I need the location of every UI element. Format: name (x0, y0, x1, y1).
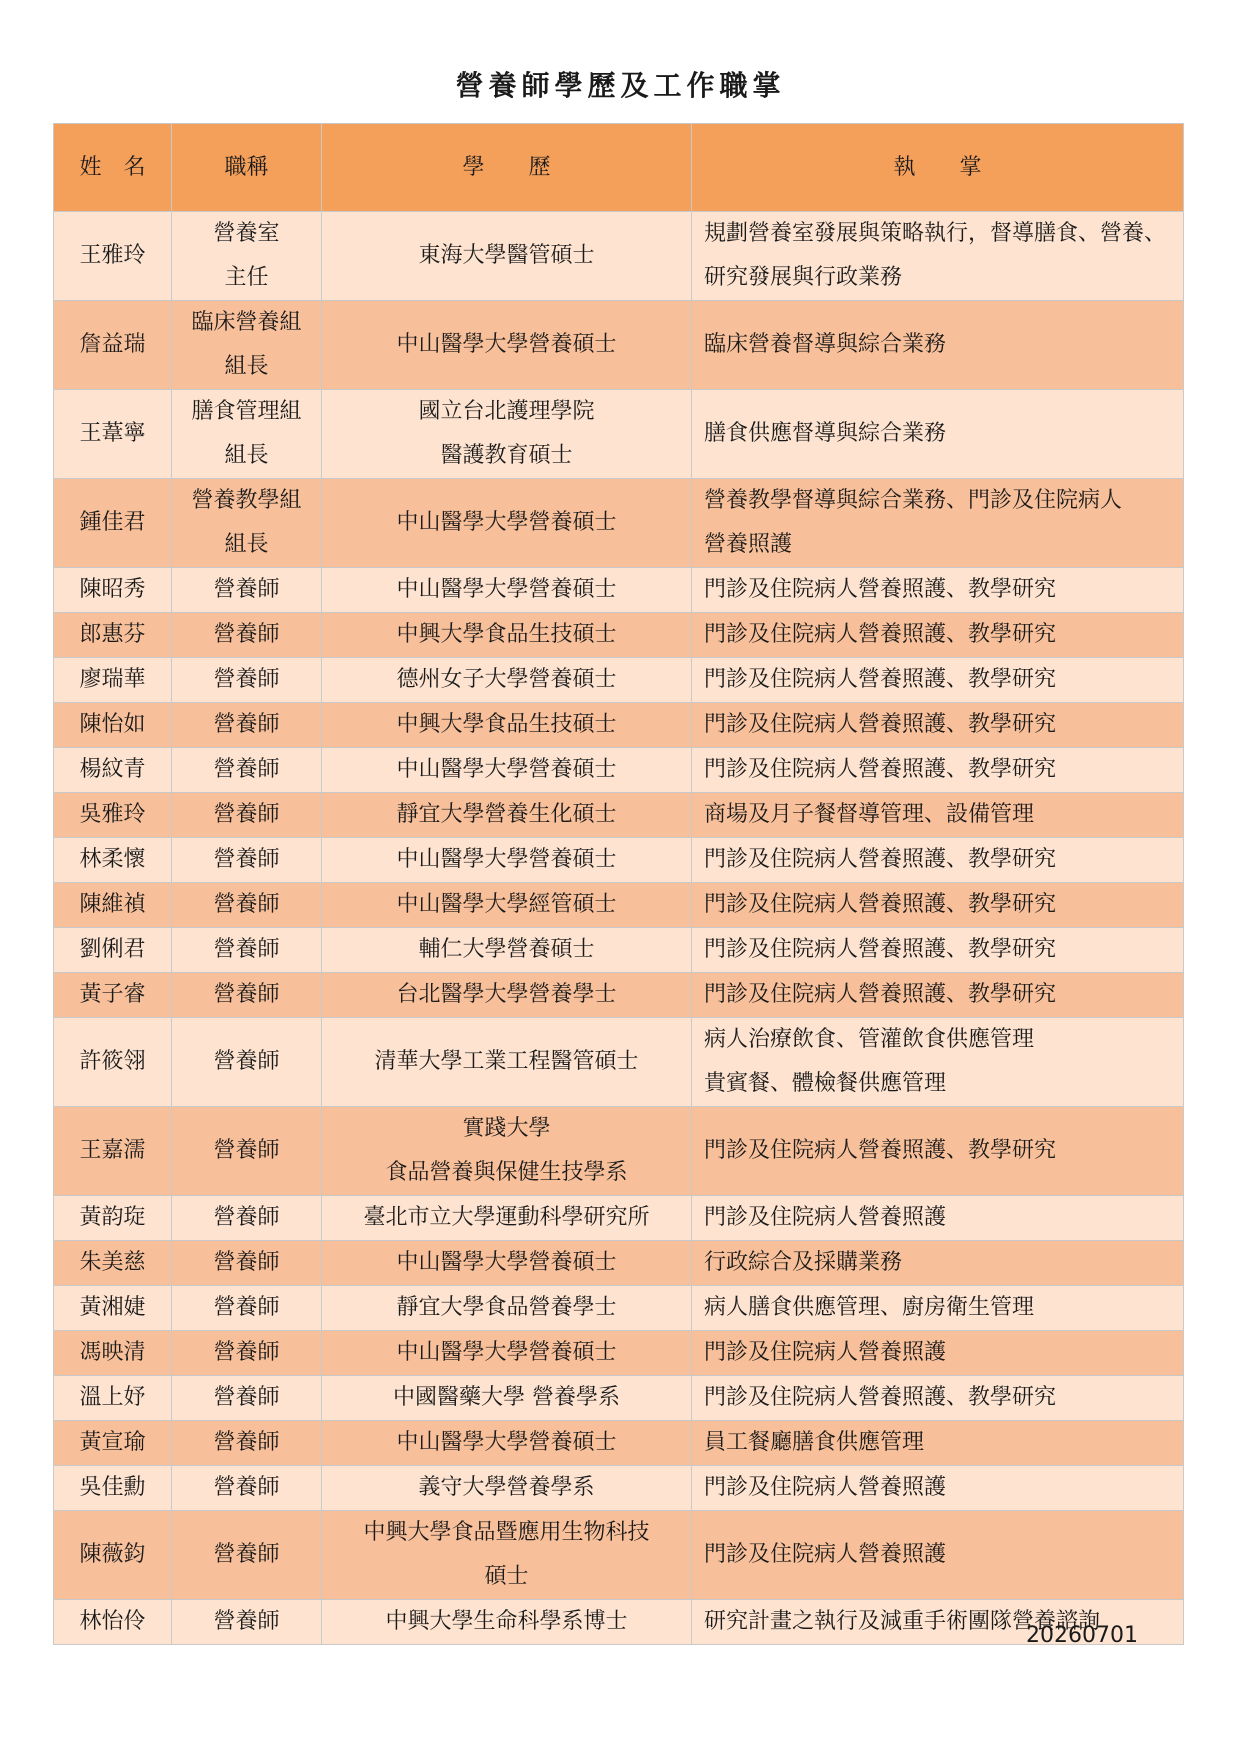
cell-education-line: 食品營養與保健生技學系 (385, 1160, 628, 1185)
cell-position-line: 營養師 (213, 847, 280, 872)
cell-position (172, 793, 322, 838)
cell-duties-line: 門診及住院病人營養照護、教學研究 (704, 892, 1057, 917)
cell-position-line: 營養師 (213, 1430, 280, 1455)
cell-education (322, 1286, 692, 1331)
cell-position (172, 838, 322, 883)
cell-education-line: 中山醫學大學營養碩士 (396, 1340, 617, 1365)
cell-education (322, 1241, 692, 1286)
cell-duties-line: 門診及住院病人營養照護、教學研究 (704, 937, 1057, 962)
cell-duties (692, 1511, 1184, 1600)
cell-duties-line: 膳食供應督導與綜合業務 (704, 421, 947, 446)
cell-education-line: 靜宜大學營養生化碩士 (396, 802, 617, 827)
cell-duties-line: 門診及住院病人營養照護 (704, 1542, 947, 1567)
cell-position-line: 營養師 (213, 937, 280, 962)
cell-education-line: 中山醫學大學經管碩士 (396, 892, 617, 917)
table-row (54, 1196, 1184, 1241)
cell-duties-line: 研究發展與行政業務 (704, 265, 903, 290)
cell-duties (692, 1376, 1184, 1421)
cell-education-line: 中山醫學大學營養碩士 (396, 577, 617, 602)
cell-education-line: 臺北市立大學運動科學研究所 (363, 1205, 650, 1230)
cell-education (322, 793, 692, 838)
cell-education-line: 中興大學食品生技碩士 (396, 622, 617, 647)
cell-education (322, 1331, 692, 1376)
cell-duties-line: 規劃營養室發展與策略執行，督導膳食、營養、 (704, 221, 1167, 246)
cell-position (172, 479, 322, 568)
cell-education-line: 中山醫學大學營養碩士 (396, 757, 617, 782)
cell-name: 陳怡如 (54, 703, 172, 748)
cell-name: 許筱翎 (54, 1018, 172, 1107)
cell-name: 陳維禎 (54, 883, 172, 928)
cell-position (172, 1376, 322, 1421)
cell-position (172, 973, 322, 1018)
cell-education-line: 義守大學營養學系 (418, 1475, 595, 1500)
cell-duties-line: 門診及住院病人營養照護、教學研究 (704, 1385, 1057, 1410)
cell-duties-line: 貴賓餐、體檢餐供應管理 (704, 1071, 947, 1096)
cell-name: 廖瑞華 (54, 658, 172, 703)
cell-duties (692, 613, 1184, 658)
cell-duties (692, 748, 1184, 793)
cell-duties (692, 1018, 1184, 1107)
cell-position (172, 1331, 322, 1376)
table-row (54, 838, 1184, 883)
cell-education-line: 中山醫學大學營養碩士 (396, 332, 617, 357)
table-row (54, 1241, 1184, 1286)
staff-table (53, 123, 1184, 1645)
table-row (54, 1331, 1184, 1376)
cell-name: 溫上妤 (54, 1376, 172, 1421)
cell-position-line: 營養師 (213, 1609, 280, 1634)
cell-education-line: 中興大學生命科學系博士 (385, 1609, 628, 1634)
cell-duties-line: 門診及住院病人營養照護、教學研究 (704, 847, 1057, 872)
cell-education-line: 台北醫學大學營養學士 (396, 982, 617, 1007)
cell-duties (692, 838, 1184, 883)
cell-position-line: 營養師 (213, 1340, 280, 1365)
cell-education (322, 1466, 692, 1511)
table-header-row (54, 124, 1184, 212)
table-row (54, 928, 1184, 973)
cell-position-line: 營養師 (213, 1049, 280, 1074)
cell-position-line: 營養師 (213, 712, 280, 737)
cell-position (172, 1421, 322, 1466)
cell-position-line: 組長 (224, 443, 269, 468)
cell-education-line: 清華大學工業工程醫管碩士 (374, 1049, 639, 1074)
cell-position-line: 臨床營養組 (191, 310, 302, 335)
cell-education-line: 輔仁大學營養碩士 (418, 937, 595, 962)
cell-name: 陳昭秀 (54, 568, 172, 613)
cell-name: 黃宣瑜 (54, 1421, 172, 1466)
cell-education (322, 1107, 692, 1196)
cell-education-line: 中山醫學大學營養碩士 (396, 847, 617, 872)
cell-duties-line: 門診及住院病人營養照護、教學研究 (704, 577, 1057, 602)
cell-position (172, 748, 322, 793)
cell-education (322, 883, 692, 928)
cell-position-line: 營養師 (213, 1250, 280, 1275)
cell-position-line: 營養師 (213, 892, 280, 917)
cell-position (172, 1286, 322, 1331)
cell-position-line: 營養師 (213, 802, 280, 827)
table-row (54, 748, 1184, 793)
header-position: 職稱 (172, 124, 322, 212)
cell-duties (692, 1331, 1184, 1376)
cell-position (172, 390, 322, 479)
cell-position-line: 營養室 (213, 221, 280, 246)
cell-name: 林柔懷 (54, 838, 172, 883)
cell-position (172, 1241, 322, 1286)
cell-education-line: 靜宜大學食品營養學士 (396, 1295, 617, 1320)
cell-duties-line: 門診及住院病人營養照護、教學研究 (704, 757, 1057, 782)
table-row (54, 1018, 1184, 1107)
cell-position-line: 營養師 (213, 1385, 280, 1410)
cell-duties (692, 1421, 1184, 1466)
cell-position (172, 928, 322, 973)
cell-name: 楊紋青 (54, 748, 172, 793)
cell-position-line: 營養師 (213, 622, 280, 647)
cell-education (322, 1600, 692, 1645)
cell-duties (692, 658, 1184, 703)
cell-duties (692, 568, 1184, 613)
cell-duties (692, 703, 1184, 748)
cell-duties (692, 928, 1184, 973)
cell-position-line: 營養師 (213, 982, 280, 1007)
cell-name: 吳佳勳 (54, 1466, 172, 1511)
cell-name: 詹益瑞 (54, 301, 172, 390)
cell-education (322, 658, 692, 703)
cell-name: 王葦寧 (54, 390, 172, 479)
cell-duties-line: 臨床營養督導與綜合業務 (704, 332, 947, 357)
cell-position (172, 703, 322, 748)
cell-duties (692, 1196, 1184, 1241)
cell-duties-line: 營養教學督導與綜合業務、門診及住院病人 (704, 488, 1123, 513)
cell-duties-line: 商場及月子餐督導管理、設備管理 (704, 802, 1035, 827)
cell-education (322, 973, 692, 1018)
header-duties: 執 掌 (692, 124, 1184, 212)
cell-education (322, 613, 692, 658)
cell-duties-line: 門診及住院病人營養照護、教學研究 (704, 712, 1057, 737)
cell-education (322, 703, 692, 748)
table-row (54, 1600, 1184, 1645)
cell-position-line: 營養師 (213, 1475, 280, 1500)
table-row (54, 212, 1184, 301)
cell-position-line: 營養師 (213, 757, 280, 782)
cell-education-line: 東海大學醫管碩士 (418, 243, 595, 268)
cell-name: 郎惠芬 (54, 613, 172, 658)
cell-duties (692, 1286, 1184, 1331)
cell-duties-line: 行政綜合及採購業務 (704, 1250, 903, 1275)
table-row (54, 1511, 1184, 1600)
cell-position-line: 營養教學組 (191, 488, 302, 513)
table-row (54, 1376, 1184, 1421)
cell-education (322, 1376, 692, 1421)
cell-education (322, 390, 692, 479)
cell-education (322, 1018, 692, 1107)
cell-education (322, 1421, 692, 1466)
cell-education (322, 212, 692, 301)
cell-position (172, 568, 322, 613)
cell-position (172, 1511, 322, 1600)
cell-duties-line: 員工餐廳膳食供應管理 (704, 1430, 925, 1455)
cell-duties (692, 1241, 1184, 1286)
cell-duties (692, 883, 1184, 928)
cell-education (322, 1196, 692, 1241)
cell-position-line: 組長 (224, 532, 269, 557)
cell-education-line: 中興大學食品生技碩士 (396, 712, 617, 737)
table-row (54, 479, 1184, 568)
cell-duties (692, 212, 1184, 301)
table-row (54, 793, 1184, 838)
cell-position (172, 613, 322, 658)
cell-education-line: 德州女子大學營養碩士 (396, 667, 617, 692)
cell-position-line: 營養師 (213, 1138, 280, 1163)
cell-education-line: 中山醫學大學營養碩士 (396, 1250, 617, 1275)
cell-name: 朱美慈 (54, 1241, 172, 1286)
cell-duties (692, 301, 1184, 390)
cell-position-line: 營養師 (213, 577, 280, 602)
cell-education (322, 301, 692, 390)
cell-position-line: 營養師 (213, 1295, 280, 1320)
cell-position (172, 212, 322, 301)
cell-name: 吳雅玲 (54, 793, 172, 838)
cell-name: 黃子睿 (54, 973, 172, 1018)
cell-education (322, 928, 692, 973)
table-row (54, 613, 1184, 658)
cell-position (172, 1107, 322, 1196)
cell-duties (692, 479, 1184, 568)
table-body (54, 212, 1184, 1645)
cell-position (172, 301, 322, 390)
cell-education-line: 中國醫藥大學 營養學系 (393, 1385, 620, 1410)
cell-name: 劉俐君 (54, 928, 172, 973)
cell-duties-line: 研究計畫之執行及減重手術團隊營養諮詢 (704, 1609, 1101, 1634)
date-stamp: 20260701 (1026, 1623, 1138, 1648)
cell-duties-line: 病人治療飲食、管灌飲食供應管理 (704, 1027, 1035, 1052)
cell-duties-line: 門診及住院病人營養照護 (704, 1475, 947, 1500)
cell-duties-line: 營養照護 (704, 532, 793, 557)
cell-position (172, 1018, 322, 1107)
cell-duties-line: 門診及住院病人營養照護、教學研究 (704, 982, 1057, 1007)
cell-duties (692, 793, 1184, 838)
table-row (54, 703, 1184, 748)
cell-position (172, 1466, 322, 1511)
cell-education-line: 中山醫學大學營養碩士 (396, 510, 617, 535)
table-row (54, 658, 1184, 703)
cell-name: 黃湘婕 (54, 1286, 172, 1331)
cell-education-line: 碩士 (484, 1564, 529, 1589)
table-row (54, 973, 1184, 1018)
cell-duties (692, 390, 1184, 479)
cell-position (172, 658, 322, 703)
table-row (54, 1286, 1184, 1331)
header-name: 姓 名 (54, 124, 172, 212)
cell-position (172, 1600, 322, 1645)
cell-name: 馮映清 (54, 1331, 172, 1376)
cell-duties-line: 門診及住院病人營養照護、教學研究 (704, 667, 1057, 692)
cell-position-line: 營養師 (213, 667, 280, 692)
cell-education-line: 國立台北護理學院 (418, 399, 595, 424)
table-row (54, 1421, 1184, 1466)
cell-education-line: 中興大學食品暨應用生物科技 (363, 1520, 650, 1545)
table-row (54, 883, 1184, 928)
cell-name: 黃韵琁 (54, 1196, 172, 1241)
table-row (54, 301, 1184, 390)
cell-education-line: 中山醫學大學營養碩士 (396, 1430, 617, 1455)
cell-name: 鍾佳君 (54, 479, 172, 568)
cell-education (322, 748, 692, 793)
cell-position-line: 膳食管理組 (191, 399, 302, 424)
table-row (54, 1107, 1184, 1196)
cell-duties-line: 門診及住院病人營養照護、教學研究 (704, 1138, 1057, 1163)
cell-education (322, 568, 692, 613)
cell-position (172, 1196, 322, 1241)
cell-duties-line: 門診及住院病人營養照護、教學研究 (704, 622, 1057, 647)
cell-education-line: 醫護教育碩士 (440, 443, 573, 468)
cell-education (322, 479, 692, 568)
cell-position-line: 營養師 (213, 1205, 280, 1230)
cell-name: 王雅玲 (54, 212, 172, 301)
cell-name: 林怡伶 (54, 1600, 172, 1645)
cell-duties-line: 門診及住院病人營養照護 (704, 1205, 947, 1230)
cell-name: 陳薇鈞 (54, 1511, 172, 1600)
cell-position-line: 營養師 (213, 1542, 280, 1567)
table-row (54, 390, 1184, 479)
cell-position-line: 主任 (224, 265, 269, 290)
cell-duties-line: 病人膳食供應管理、廚房衛生管理 (704, 1295, 1035, 1320)
cell-education (322, 1511, 692, 1600)
cell-duties (692, 1107, 1184, 1196)
cell-education-line: 實踐大學 (462, 1116, 551, 1141)
cell-education (322, 838, 692, 883)
cell-duties-line: 門診及住院病人營養照護 (704, 1340, 947, 1365)
cell-name: 王嘉濡 (54, 1107, 172, 1196)
cell-position-line: 組長 (224, 354, 269, 379)
page-title: 營養師學歷及工作職掌 (455, 69, 786, 102)
header-education: 學 歷 (322, 124, 692, 212)
cell-position (172, 883, 322, 928)
table-row (54, 1466, 1184, 1511)
table-row (54, 568, 1184, 613)
cell-duties (692, 1466, 1184, 1511)
cell-duties (692, 973, 1184, 1018)
